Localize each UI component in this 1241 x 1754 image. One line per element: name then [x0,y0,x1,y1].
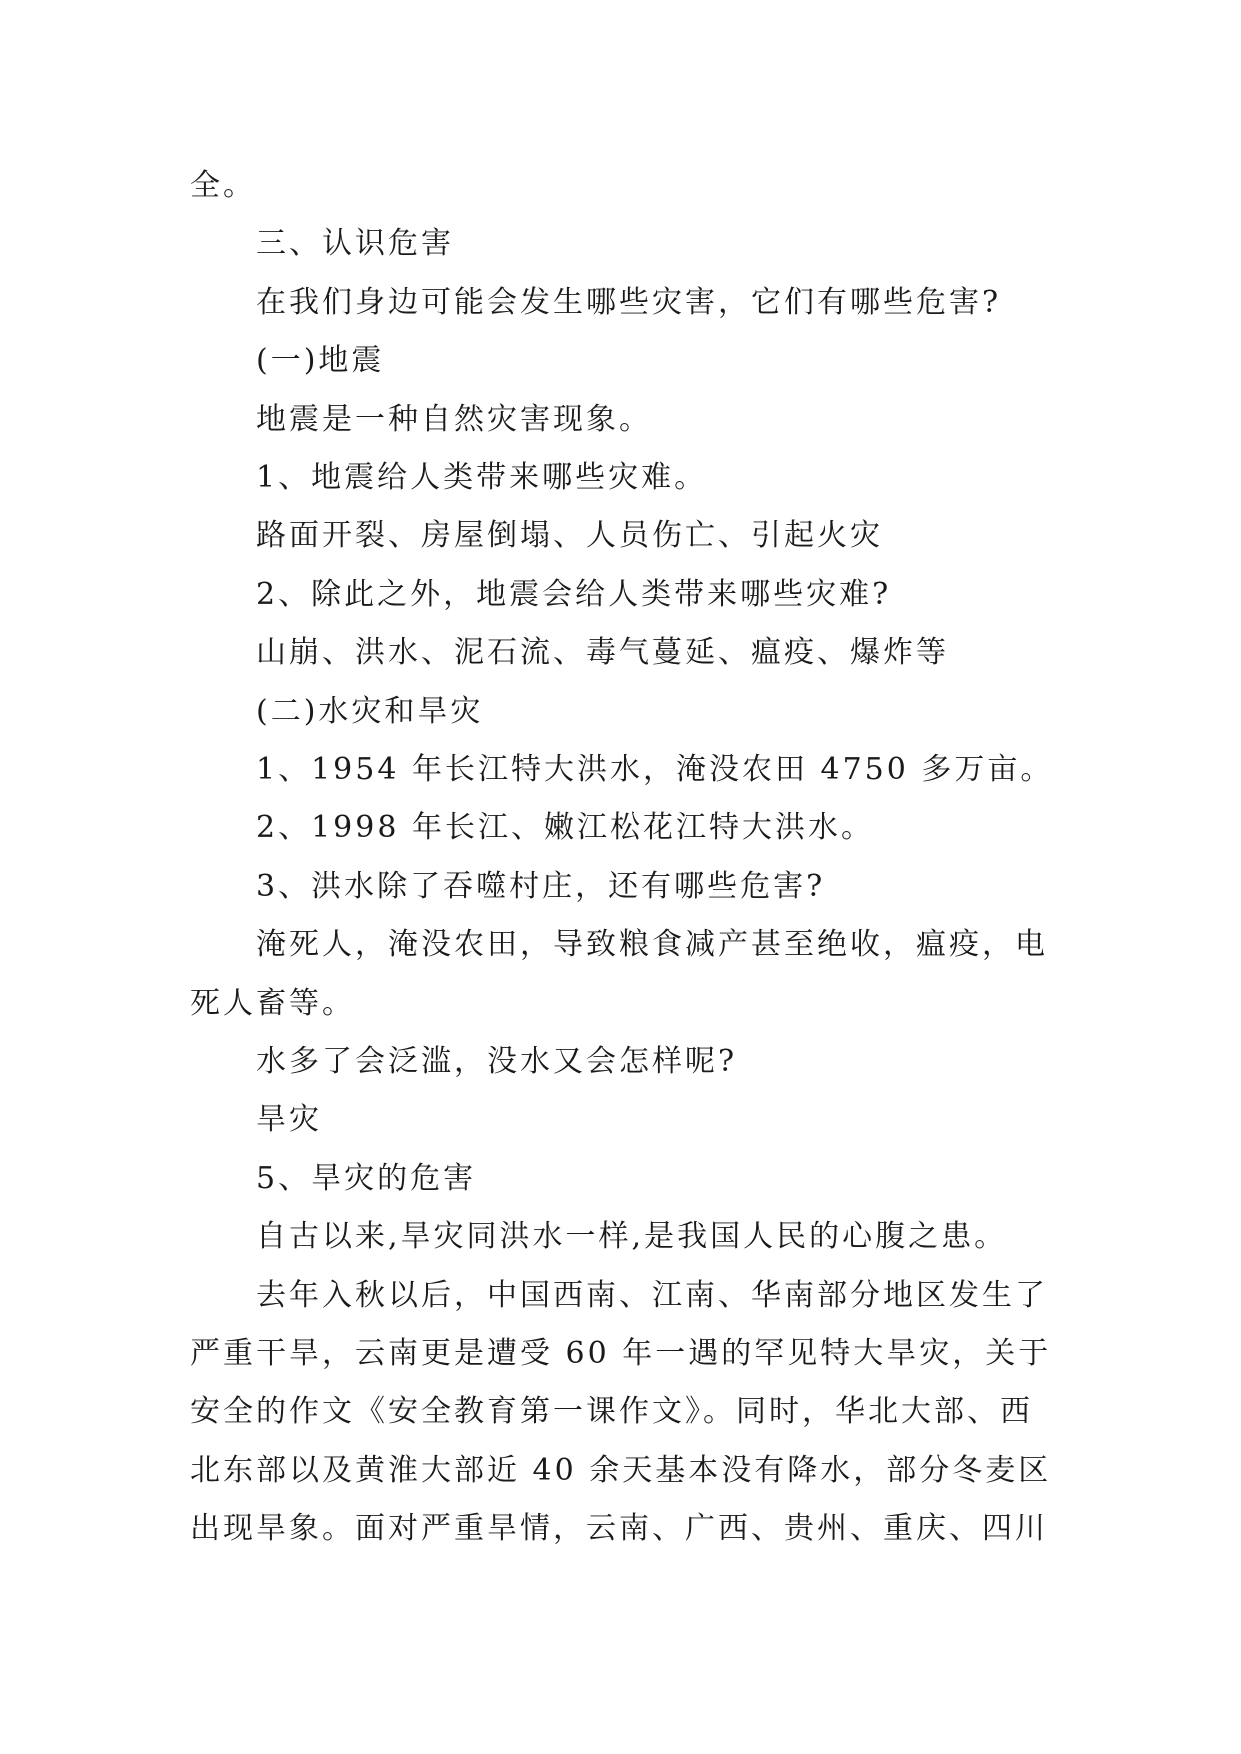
text-line: 路面开裂、房屋倒塌、人员伤亡、引起火灾 [256,518,883,553]
list-item: 2、除此之外，地震会给人类带来哪些灾难? [256,577,892,612]
list-item: 2、1998 年长江、嫩江松花江特大洪水。 [256,810,874,845]
text-line: 水多了会泛滥，没水又会怎样呢? [256,1044,738,1079]
text-line: 山崩、洪水、泥石流、毒气蔓延、瘟疫、爆炸等 [256,635,949,670]
text-line: 死人畜等。 [190,986,355,1021]
subsection-heading: (一)地震 [256,343,385,378]
text-line: 淹死人，淹没农田，导致粮食减产甚至绝收，瘟疫，电 [256,927,1048,962]
text-line: 在我们身边可能会发生哪些灾害，它们有哪些危害? [256,285,1002,320]
text-line: 严重干旱，云南更是遭受 60 年一遇的罕见特大旱灾，关于 [190,1336,1052,1371]
text-line: 北东部以及黄淮大部近 40 余天基本没有降水，部分冬麦区 [190,1453,1052,1488]
text-line: 出现旱象。面对严重旱情，云南、广西、贵州、重庆、四川 [190,1511,1048,1546]
list-item: 3、洪水除了吞噬村庄，还有哪些危害? [256,869,826,904]
text-line: 地震是一种自然灾害现象。 [256,402,652,437]
text-line: 安全的作文《安全教育第一课作文》。同时，华北大部、西 [190,1394,1033,1429]
text-line: 去年入秋以后，中国西南、江南、华南部分地区发生了 [256,1278,1048,1313]
list-item: 1、1954 年长江特大洪水，淹没农田 4750 多万亩。 [256,752,1054,787]
section-heading: 三、认识危害 [256,226,454,261]
text-line: 自古以来,旱灾同洪水一样,是我国人民的心腹之患。 [256,1219,1008,1254]
subsection-heading: (二)水灾和旱灾 [256,694,484,729]
text-line: 旱灾 [256,1102,322,1137]
list-item: 1、地震给人类带来哪些灾难。 [256,460,708,495]
text-line: 全。 [190,168,256,203]
list-item: 5、旱灾的危害 [256,1161,477,1196]
